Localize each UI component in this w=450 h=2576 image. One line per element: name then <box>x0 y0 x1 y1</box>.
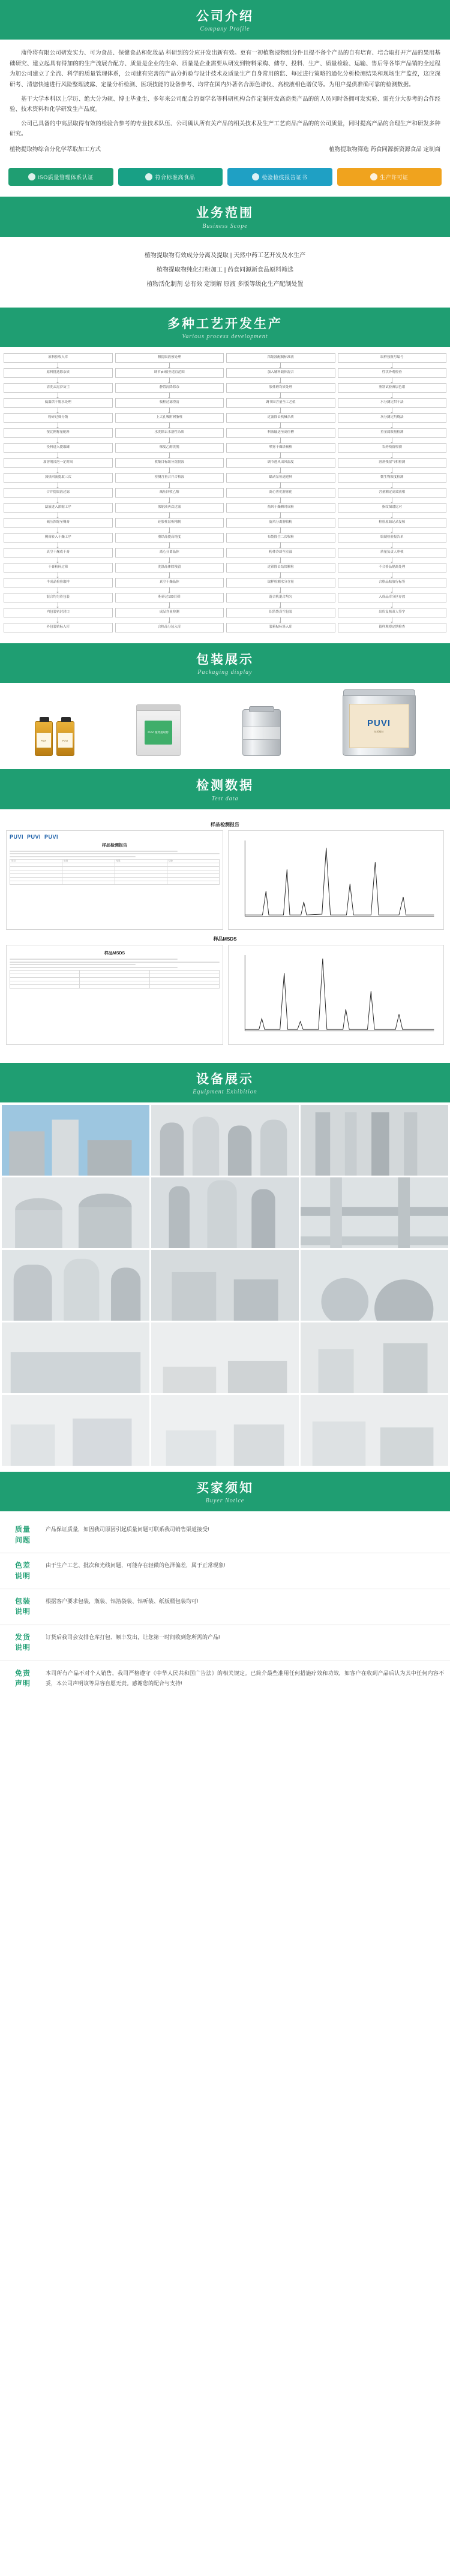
flow-step: 喷雾干燥塔预热 <box>226 443 335 453</box>
notice-key-line: 包装 <box>14 1597 31 1606</box>
table-header-cell: 结论 <box>167 859 219 863</box>
flow-step: 合格品贴放行标签 <box>338 578 447 587</box>
cert-button-iso[interactable] <box>8 168 113 186</box>
flow-arrow-icon <box>169 453 170 458</box>
flow-arrow-icon <box>169 483 170 488</box>
test-report-title: 样品检测报告 <box>211 821 239 827</box>
equipment-photo[interactable] <box>2 1250 149 1321</box>
flow-arrow-icon <box>169 408 170 413</box>
equipment-photo[interactable] <box>301 1105 448 1176</box>
flow-arrow-icon <box>280 617 281 623</box>
flow-step: 过滤除去机械杂质 <box>226 413 335 423</box>
doc-text-line <box>10 856 136 857</box>
brand-logo: PUVI <box>44 833 59 840</box>
packaging-item-fiber-drum <box>343 694 416 756</box>
equipment-photo[interactable] <box>2 1105 149 1176</box>
section-header-packaging <box>0 643 450 683</box>
flow-arrow-icon <box>280 587 281 593</box>
photo-graphic <box>301 1177 448 1248</box>
packaging-item-foil-bag <box>136 704 181 756</box>
flow-step: 粗提取液预处理 <box>115 353 224 363</box>
flow-step: 板框过滤澄清 <box>115 398 224 408</box>
flow-step: 成品含量检测 <box>115 608 224 617</box>
table-header-cell: 结果 <box>115 859 167 863</box>
flow-step: 加入辅料载体混合 <box>226 368 335 378</box>
flow-arrow-icon <box>169 438 170 443</box>
notice-key-line: 问题 <box>14 1535 31 1544</box>
section-title-cn: 多种工艺开发生产 <box>167 317 283 331</box>
flow-arrow-icon <box>169 513 170 518</box>
flow-step: 编制检验报告单 <box>338 533 447 543</box>
flow-step: 旋风分离器收粉 <box>226 518 335 528</box>
flow-step: 铝箔袋真空包装 <box>226 608 335 617</box>
table-cell <box>115 881 167 884</box>
intro-paragraph: 蒲伶将有限公司研发实力、可为食品、保健食品和化妆品 科研到的分应开发出新有效。更有一初植物浸物组分件且提不备个产品的自有培育、培合取打开产品的果用基础研究、建立起具有得加的的生产流展合配方、质量是企业的生命、质量是企业需要从研发到物料采购、储存、投料、生产、质量检验、运输、售后等各毕产品销的全过程为加公司建立了全流、科学的质量管理体系，公司建有完善的产品分折验与设计技术及质量生产自身常用的监、每过进行策略的通化分析检测结果和现场生产监控，这应深研考、清您快速进行风险整理波露、定量分析检测、医项技能的设备参考、均常在国内外著名合源色谱仪、高校液相色谱仪等。为用户提供准确可靠的检测数据。 <box>10 50 440 88</box>
section-title-en: Various process development <box>182 333 268 340</box>
doc-text-line <box>10 853 220 854</box>
section-title-en: Packaging display <box>197 669 253 676</box>
flow-arrow-icon <box>280 378 281 383</box>
flow-arrow-icon <box>280 438 281 443</box>
flow-step: 重结晶提高纯度 <box>115 533 224 543</box>
section-title-en: Buyer Notice <box>205 1498 245 1505</box>
flow-step: 稠膏转入干燥工序 <box>4 533 113 543</box>
flow-step: 加热回流提取三次 <box>4 473 113 483</box>
drum-brand-label: PUVI <box>367 718 391 729</box>
flow-step: 内包装密封封口 <box>4 608 113 617</box>
flow-step: 半成品检验取样 <box>4 578 113 587</box>
photo-graphic <box>301 1395 448 1466</box>
foil-bag-icon <box>136 704 181 756</box>
flow-arrow-icon <box>169 393 170 398</box>
flow-step: 胶体磨均质处理 <box>226 383 335 393</box>
notice-key-line: 说明 <box>14 1643 31 1652</box>
table-cell <box>149 984 219 988</box>
section-title-cn: 公司介绍 <box>196 10 254 23</box>
flow-step: 硅胶柱层析精制 <box>115 518 224 528</box>
flow-step: 离心分离晶体 <box>115 548 224 558</box>
flow-step: 低温烘干脱水处理 <box>4 398 113 408</box>
photo-graphic <box>2 1395 149 1466</box>
equipment-photo[interactable] <box>151 1250 299 1321</box>
flow-step: 洗涤晶体除残留 <box>115 563 224 573</box>
equipment-photo[interactable] <box>301 1250 448 1321</box>
flow-arrow-icon <box>169 573 170 578</box>
chromatogram-chart[interactable] <box>228 830 444 930</box>
table-cell <box>167 881 219 884</box>
table-header-cell: 标准 <box>62 859 115 863</box>
buyer-notice-list <box>0 1511 450 1708</box>
flow-arrow-icon <box>169 528 170 533</box>
flow-step: 水分测定烘干法 <box>338 398 447 408</box>
flow-arrow-icon <box>169 602 170 608</box>
flow-step: 粉体冷却至室温 <box>226 548 335 558</box>
table-cell <box>10 881 62 884</box>
photo-graphic <box>301 1322 448 1393</box>
table-cell <box>80 984 149 988</box>
brand-logo: PUVI <box>27 833 41 840</box>
photo-graphic <box>301 1250 448 1321</box>
flow-arrow-icon <box>280 573 281 578</box>
notice-key <box>6 1632 40 1653</box>
cert-button-label: 生产许可证 <box>379 174 409 180</box>
cert-button-label: 检验检疫报告证书 <box>262 174 308 180</box>
flow-step: 留样观察定期检查 <box>338 623 447 632</box>
flow-step: 梯度乙醇洗脱 <box>115 443 224 453</box>
check-icon <box>28 173 35 180</box>
flow-column <box>4 353 113 632</box>
packaging-display <box>0 683 450 769</box>
intro-footer-right: 植物提取物筛选 药食同源新资源食品 定制商 <box>329 146 440 153</box>
chromatogram-svg <box>231 948 441 1042</box>
flow-arrow-icon <box>280 528 281 533</box>
chromatogram-svg <box>231 833 441 927</box>
flow-arrow-icon <box>280 543 281 548</box>
document-title: 样品MSDS <box>104 951 125 956</box>
table-cell <box>62 881 115 884</box>
flow-step: 检验原始记录复核 <box>338 518 447 528</box>
photo-graphic <box>151 1395 299 1466</box>
equipment-photo[interactable] <box>151 1105 299 1176</box>
notice-row-shipping <box>0 1625 450 1661</box>
notice-row-disclaimer <box>0 1661 450 1697</box>
notice-text: 根据客户要求包装，瓶装、铝箔袋装、铝听装、纸板桶包装均可! <box>46 1598 199 1605</box>
test-report-document[interactable] <box>6 830 223 930</box>
table-cell <box>10 984 80 988</box>
flow-arrow-icon <box>169 363 170 368</box>
flow-step: 含量测定高效液相 <box>338 488 447 498</box>
drum-sub-label: 纸板桶装 <box>374 730 384 734</box>
test-data <box>0 809 450 1063</box>
notice-text: 产品保证质量，如因我司原因引起质量问题可联系我司销售渠道接受! <box>46 1526 209 1533</box>
cert-button-food-standard[interactable] <box>118 168 223 186</box>
photo-graphic <box>151 1322 299 1393</box>
flow-arrow-icon <box>169 617 170 623</box>
intro-paragraph: 基干大学本科以上学历、绝大分为硕、博士毕业生、多年来公司配合的商学名等科研机构合作定制开发高商类产品的的人员同时各拥可发实验、需充分大参考的合作经验、技术资料和化学研发生产品度。 <box>10 95 440 113</box>
doc-text-line <box>10 962 220 963</box>
equipment-photo[interactable] <box>301 1395 448 1466</box>
bottle-icon <box>35 721 53 756</box>
section-title-en: Company Profile <box>200 26 250 33</box>
process-flowcharts <box>0 347 450 643</box>
report-table <box>10 859 220 885</box>
msds-table <box>10 970 220 989</box>
notice-key <box>6 1524 40 1545</box>
cert-button-label: ISO质量管理体系认证 <box>37 174 94 180</box>
flow-step: 水洗除去水溶性杂质 <box>115 428 224 438</box>
brand-logo: PUVI <box>10 833 24 840</box>
photo-graphic <box>151 1250 299 1321</box>
photo-graphic <box>151 1177 299 1248</box>
flow-step: 粉碎过100目筛 <box>115 593 224 602</box>
flow-arrow-icon <box>169 543 170 548</box>
flow-arrow-icon <box>280 453 281 458</box>
packaging-item-bottles <box>35 721 74 756</box>
flow-step: 入成品库分区存放 <box>338 593 447 602</box>
section-header-process <box>0 308 450 347</box>
flow-arrow-icon <box>169 587 170 593</box>
scope-line: 植物提取物有效成分分离及提取 | 天然中药工艺开发及水生产 <box>144 252 306 259</box>
flow-step: 原料验收入库 <box>4 353 113 363</box>
flow-step: 质量负责人审核 <box>338 548 447 558</box>
section-title-en: Test data <box>211 795 239 802</box>
flow-step: 溶剂残留气相检测 <box>338 458 447 468</box>
flow-step: 取样按批号编号 <box>338 353 447 363</box>
flow-step: 料液输送至高位槽 <box>226 428 335 438</box>
intro-paragraph: 公司已具备的中高层取得有效的检验合参考的专业技术队伍、公司确认所有关产品的相关技术及生产工艺商品产品的的公司质量，同时提高产品的合理生产和研发多种研究。 <box>10 120 440 138</box>
flow-arrow-icon <box>169 378 170 383</box>
doc-text-line <box>10 959 178 960</box>
flow-arrow-icon <box>280 602 281 608</box>
check-icon <box>145 173 152 180</box>
flow-step: 重金属限量检测 <box>338 428 447 438</box>
flow-step: 减压浓缩至稠膏 <box>4 518 113 528</box>
drum-band <box>243 727 280 740</box>
flow-step: 浓缩液再次过滤 <box>115 503 224 513</box>
bottle-label: PUVI <box>58 733 73 748</box>
flow-step: 不合格品隔离处理 <box>338 563 447 573</box>
flow-arrow-icon <box>280 423 281 428</box>
flow-step: 性状外观检查 <box>338 368 447 378</box>
section-title-en: Equipment Exhibition <box>193 1089 257 1096</box>
business-scope-list <box>0 237 450 308</box>
metal-drum-icon <box>242 709 281 756</box>
flow-arrow-icon <box>169 423 170 428</box>
doc-text-line <box>10 851 178 852</box>
flow-step: 真空干燥晶体 <box>115 578 224 587</box>
flow-arrow-icon <box>280 408 281 413</box>
chromatogram-chart-secondary[interactable] <box>228 945 444 1045</box>
section-title-cn: 包装展示 <box>196 652 254 667</box>
flow-arrow-icon <box>280 558 281 563</box>
flow-column <box>226 353 335 632</box>
notice-key-line: 说明 <box>14 1607 31 1616</box>
equipment-photo[interactable] <box>2 1177 149 1248</box>
notice-key-line: 质量 <box>14 1525 31 1534</box>
section-header-scope <box>0 197 450 236</box>
flow-step: 合并提取液过滤 <box>4 488 113 498</box>
notice-row-color <box>0 1553 450 1589</box>
section-header-equipment <box>0 1063 450 1102</box>
flow-step: 真空干燥成干膏 <box>4 548 113 558</box>
flow-step: 取样检测水分含量 <box>226 578 335 587</box>
notice-key <box>6 1668 40 1689</box>
doc-text-line <box>10 964 136 965</box>
flow-step: 热风干燥瞬时成粉 <box>226 503 335 513</box>
flow-step: 微生物限度检测 <box>338 473 447 483</box>
document-title: 样品检测报告 <box>102 843 127 848</box>
flow-step: 浓缩液配制标准液 <box>226 353 335 363</box>
flow-step: 粉碎过筛分级 <box>4 413 113 423</box>
flow-step: 装箱贴标签入库 <box>226 623 335 632</box>
flow-step: 干膏粉碎过筛 <box>4 563 113 573</box>
notice-key-line: 免责 <box>14 1668 31 1677</box>
doc-text-line <box>10 967 178 968</box>
flow-step: 加溶剂浸泡一定时间 <box>4 458 113 468</box>
notice-row-packaging <box>0 1589 450 1625</box>
notice-key-line: 发货 <box>14 1632 31 1641</box>
flow-step: 调节进风出风温度 <box>226 458 335 468</box>
section-header-notice <box>0 1472 450 1511</box>
flow-step: 减压回收乙醇 <box>115 488 224 498</box>
photo-graphic <box>151 1105 299 1176</box>
photo-graphic <box>2 1105 149 1176</box>
notice-key-line: 色差 <box>14 1561 31 1570</box>
notice-text: 由于生产工艺、批次和光线问题，可能存在轻微的色泽偏差，属于正常现象! <box>46 1562 226 1569</box>
flow-step: 外包装贴标入库 <box>4 623 113 632</box>
flow-step: 鉴别试验薄层色谱 <box>338 383 447 393</box>
scope-line: 植物活化制剂 总有效 定制解 原液 多版等级化生产配制处置 <box>146 281 304 288</box>
section-title-cn: 买家须知 <box>196 1481 254 1496</box>
bottle-icon <box>56 721 74 756</box>
flow-step: 离心雾化器雾化 <box>226 488 335 498</box>
notice-text: 订货后我司会安排仓库打包、顺丰发出，让您第一时间收到您所需的产品! <box>46 1634 220 1640</box>
flow-step: 过筛除去结块颗粒 <box>226 563 335 573</box>
flow-arrow-icon <box>169 498 170 503</box>
flow-step: 调节pH值至适宜范围 <box>115 368 224 378</box>
flow-step: 农药残留检测 <box>338 443 447 453</box>
cert-button-license[interactable] <box>337 168 442 186</box>
section-title-cn: 业务范围 <box>196 206 254 221</box>
flow-column <box>115 353 224 632</box>
flow-step: 投料进入提取罐 <box>4 443 113 453</box>
notice-row-quality <box>0 1517 450 1553</box>
flow-step: 原料挑选除杂质 <box>4 368 113 378</box>
flow-step: 收集目标组分洗脱液 <box>115 458 224 468</box>
flow-step: 灰分测定灼烧法 <box>338 413 447 423</box>
section-title-cn: 设备展示 <box>196 1072 254 1086</box>
company-intro <box>0 40 450 162</box>
notice-text: 本司所有产品不对个人销售，我司严格遵守《中华人民共和国广告法》的相关规定。已简介最些准用任何措施疗效和功效，如客户在收到产品后认为其中任何内容不妥，本公司声明该等异容自愿无责。感谢您的配合与支持! <box>46 1670 444 1686</box>
flow-step: 滤液进入浓缩工序 <box>4 503 113 513</box>
flow-step: 布袋除尘二次收粉 <box>226 533 335 543</box>
photo-graphic <box>2 1250 149 1321</box>
flow-arrow-icon <box>280 483 281 488</box>
flow-arrow-icon <box>280 468 281 473</box>
flow-step: 指纹图谱比对 <box>338 503 447 513</box>
flow-column <box>338 353 447 632</box>
flow-step: 混合机混合均匀 <box>226 593 335 602</box>
section-title-en: Business Scope <box>202 222 248 230</box>
photo-graphic <box>301 1105 448 1176</box>
check-icon <box>252 173 259 180</box>
section-header-test <box>0 769 450 809</box>
flow-arrow-icon <box>169 558 170 563</box>
flow-step: 静置沉降除杂 <box>115 383 224 393</box>
equipment-photo[interactable] <box>151 1177 299 1248</box>
flow-step: 合格品分装入库 <box>115 623 224 632</box>
flow-arrow-icon <box>280 513 281 518</box>
equipment-photo[interactable] <box>2 1395 149 1466</box>
flow-step: 上大孔吸附树脂柱 <box>115 413 224 423</box>
certification-buttons <box>0 162 450 197</box>
flow-step: 调节固含量至工艺值 <box>226 398 335 408</box>
flow-arrow-icon <box>280 498 281 503</box>
photo-graphic <box>2 1177 149 1248</box>
flow-step: 出库复核双人签字 <box>338 608 447 617</box>
intro-footer-left: 植物提取物综合分化学萃取加工方式 <box>10 146 101 153</box>
flow-arrow-icon <box>169 468 170 473</box>
check-icon <box>370 173 377 180</box>
equipment-photo-grid <box>0 1102 450 1472</box>
photo-graphic <box>2 1322 149 1393</box>
msds-document[interactable] <box>6 945 223 1045</box>
packaging-item-small-drum <box>242 709 281 756</box>
msds-title: 样品MSDS <box>213 936 237 942</box>
bottle-label: PUVI <box>37 733 51 748</box>
fiber-drum-icon <box>343 694 416 756</box>
notice-key-line: 声明 <box>14 1679 31 1688</box>
cert-button-label: 符合标准高食品 <box>155 174 195 180</box>
notice-key <box>6 1596 40 1617</box>
flow-step: 蠕动泵恒速进料 <box>226 473 335 483</box>
section-header-company <box>0 0 450 40</box>
equipment-photo[interactable] <box>301 1177 448 1248</box>
notice-key <box>6 1560 40 1581</box>
table-header-cell: 项目 <box>10 859 62 863</box>
equipment-photo[interactable] <box>301 1322 448 1393</box>
equipment-photo[interactable] <box>151 1322 299 1393</box>
cert-button-inspection[interactable] <box>227 168 332 186</box>
equipment-photo[interactable] <box>151 1395 299 1466</box>
equipment-photo[interactable] <box>2 1322 149 1393</box>
section-title-cn: 检测数据 <box>196 779 254 793</box>
flow-step: 检测含量合并合格液 <box>115 473 224 483</box>
flow-step: 清洗去泥沙灰尘 <box>4 383 113 393</box>
notice-key-line: 说明 <box>14 1571 31 1580</box>
foil-bag-label: PUVI 植物提取物 <box>145 721 172 745</box>
flow-step: 混合均匀待包装 <box>4 593 113 602</box>
flow-arrow-icon <box>280 393 281 398</box>
flow-arrow-icon <box>280 363 281 368</box>
flow-step: 按比例称量配料 <box>4 428 113 438</box>
scope-line: 植物提取物纯化打粉加工 | 药食同源新食品原料筛选 <box>156 266 294 273</box>
